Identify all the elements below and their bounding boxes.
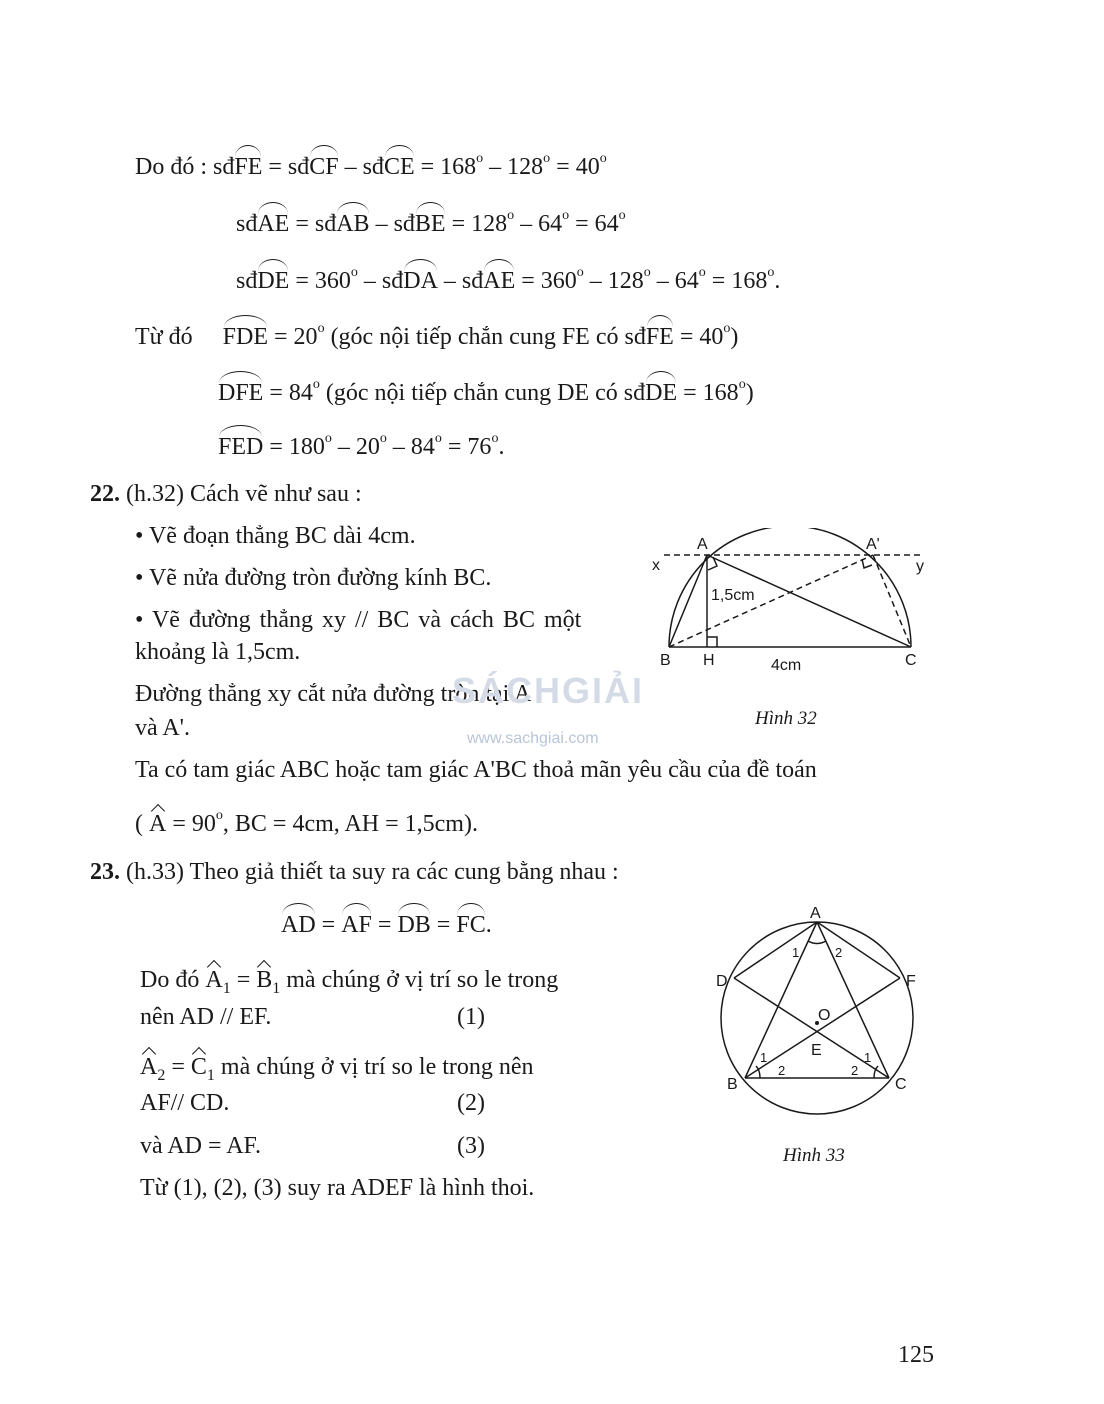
degree: o [738, 377, 746, 392]
degree: o [215, 808, 223, 823]
degree: o [507, 208, 515, 223]
angle-label-a2: 2 [835, 945, 843, 960]
degree: o [767, 265, 775, 280]
conclusion: Từ (1), (2), (3) suy ra ADEF là hình thoi. [140, 1175, 535, 1201]
text: ) [730, 324, 739, 350]
bullet-3: • Vẽ đường thẳng xy // BC và cách BC một [135, 607, 582, 633]
text: = 40 [673, 324, 724, 350]
figure-32 [640, 528, 950, 678]
text: Do đó [140, 967, 206, 993]
label-base: 4cm [771, 657, 802, 674]
reason-line-4: AF// CD. [140, 1090, 230, 1116]
text: – 128 [583, 268, 644, 294]
text: = [315, 912, 342, 938]
arc-label: DE [645, 376, 677, 408]
angle-label-b2: 2 [778, 1063, 786, 1078]
text: = 84 [263, 380, 313, 406]
reason-tag-2: (2) [457, 1090, 485, 1116]
angle-mark-c [874, 1066, 878, 1078]
text: Do đó : sđ [135, 154, 235, 180]
angle-label: FED [218, 430, 263, 462]
text: – 128 [483, 154, 544, 180]
text: = 360 [515, 268, 577, 294]
text: = sđ [289, 211, 337, 237]
label-b: B [660, 652, 671, 669]
text: ( [135, 811, 149, 837]
figure-33 [705, 895, 930, 1125]
angle-label: B [256, 967, 273, 993]
degree: o [723, 321, 731, 336]
label-d: D [716, 973, 728, 990]
text: = [430, 912, 457, 938]
problem-number: 23. [90, 859, 120, 885]
text: (h.32) Cách vẽ như sau : [120, 481, 362, 507]
label-b: B [727, 1076, 738, 1093]
angle-label: A [140, 1054, 158, 1080]
arc-label: AE [257, 207, 289, 239]
text: = [371, 912, 398, 938]
text: . [774, 268, 781, 294]
degree: o [317, 321, 325, 336]
text: ) [745, 380, 754, 406]
arc-label: FE [234, 150, 262, 182]
text: . [498, 434, 505, 460]
problem-number: 22. [90, 481, 120, 507]
label-o: O [818, 1007, 831, 1024]
label-e: E [811, 1042, 822, 1059]
subscript: 1 [222, 979, 231, 997]
eq-line-4 [135, 317, 738, 352]
degree: o [599, 151, 607, 166]
text: = [165, 1054, 191, 1080]
arc-label: FC [456, 908, 485, 940]
degree: o [698, 265, 706, 280]
label-c: C [905, 652, 917, 669]
text: = 64 [569, 211, 619, 237]
bullet-3-cont: khoảng là 1,5cm. [135, 639, 301, 665]
text: – 84 [386, 434, 435, 460]
label-h: H [703, 652, 715, 669]
degree: o [576, 265, 584, 280]
arc-label: FE [646, 320, 674, 352]
arc-equality [281, 908, 492, 940]
angle-label-c1: 1 [864, 1050, 872, 1065]
arc-label: DA [403, 264, 438, 296]
eq-line-5 [218, 373, 754, 408]
arc-label: AE [483, 264, 515, 296]
eq-line-1 [135, 147, 607, 182]
angle-label: DFE [218, 376, 263, 408]
degree: o [643, 265, 651, 280]
reason-line-3 [140, 1052, 534, 1091]
text: = 168 [705, 268, 768, 294]
text: sđ [236, 268, 258, 294]
arc-label: CE [384, 150, 415, 182]
bullet-2: • Vẽ nửa đường tròn đường kính BC. [135, 565, 492, 591]
text: . [485, 912, 492, 938]
degree: o [543, 151, 551, 166]
text: mà chúng ở vị trí so le trong nên [214, 1054, 534, 1080]
degree: o [491, 431, 499, 446]
figure-33-caption: Hình 33 [783, 1145, 845, 1166]
angle-label-c2: 2 [851, 1063, 859, 1078]
text: – sđ [369, 211, 415, 237]
right-angle-a2 [862, 559, 872, 568]
degree: o [618, 208, 626, 223]
watermark-logo: SÁCHGIẢI [452, 670, 645, 711]
label-c: C [895, 1076, 907, 1093]
label-height: 1,5cm [711, 587, 755, 604]
arc-label: CF [309, 150, 338, 182]
degree: o [562, 208, 570, 223]
label-a: A [697, 536, 708, 553]
text: (h.33) Theo giả thiết ta suy ra các cung bằng nhau : [120, 859, 619, 885]
arc-label: DB [397, 908, 430, 940]
reason-line-5: và AD = AF. [140, 1133, 261, 1159]
page-number: 125 [898, 1342, 934, 1368]
arc-label: AF [341, 908, 372, 940]
sentence-3 [135, 804, 478, 839]
figure-32-caption: Hình 32 [755, 708, 817, 729]
bullet-1: • Vẽ đoạn thẳng BC dài 4cm. [135, 523, 416, 549]
arc-label: DE [257, 264, 289, 296]
segment-a2b [669, 555, 873, 647]
text: = sđ [262, 154, 310, 180]
reason-tag-1: (1) [457, 1004, 485, 1030]
label-f: F [906, 973, 916, 990]
angle-label: C [190, 1054, 207, 1080]
circle [721, 922, 913, 1114]
degree: o [324, 431, 332, 446]
sentence-1-cont: và A'. [135, 715, 190, 741]
eq-line-2 [236, 204, 626, 239]
eq-line-6 [218, 427, 504, 462]
label-a: A [810, 905, 821, 922]
text: (góc nội tiếp chắn cung FE có sđ [324, 324, 646, 350]
reason-tag-3: (3) [457, 1133, 485, 1159]
text: – sđ [338, 154, 384, 180]
text: = 90 [166, 811, 216, 837]
sentence-2: Ta có tam giác ABC hoặc tam giác A'BC thoả mãn yêu cầu của đề toán [135, 757, 817, 783]
text: – 64 [650, 268, 699, 294]
arc-label: AB [336, 207, 369, 239]
sentence-1: Đường thẳng xy cắt nửa đường tròn tại A [135, 681, 532, 707]
text: = 168 [677, 380, 739, 406]
text: mà chúng ở vị trí so le trong [280, 967, 559, 993]
text: Từ đó [135, 324, 193, 350]
subscript: 2 [157, 1066, 166, 1084]
watermark-url: www.sachgiai.com [467, 730, 599, 747]
subscript: 1 [206, 1066, 215, 1084]
angle-label: A [149, 811, 167, 837]
label-y: y [916, 558, 924, 575]
degree: o [312, 377, 320, 392]
reason-line-2: nên AD // EF. [140, 1004, 272, 1030]
text: = 76 [441, 434, 492, 460]
angle-mark-b [756, 1066, 760, 1078]
degree: o [434, 431, 442, 446]
label-a-prime: A' [866, 536, 880, 553]
angle-label: FDE [223, 320, 268, 352]
label-x: x [652, 557, 660, 574]
problem-23-heading [90, 857, 619, 887]
angle-mark-a [808, 941, 826, 944]
right-angle-h [707, 637, 717, 647]
text: – 64 [514, 211, 563, 237]
degree: o [379, 431, 387, 446]
degree: o [350, 265, 358, 280]
text: = 360 [289, 268, 351, 294]
reason-line-1 [140, 965, 558, 1004]
arc-label: AD [281, 908, 316, 940]
angle-label-a1: 1 [792, 945, 800, 960]
text: = 40 [550, 154, 600, 180]
subscript: 1 [272, 979, 281, 997]
text: , BC = 4cm, AH = 1,5cm). [222, 811, 478, 837]
text: – sđ [437, 268, 484, 294]
angle-label: A [205, 967, 223, 993]
eq-line-3 [236, 261, 780, 296]
text: – sđ [357, 268, 404, 294]
text: = [230, 967, 257, 993]
arc-label: BE [415, 207, 446, 239]
text: = 180 [263, 434, 325, 460]
text: = 168 [414, 154, 477, 180]
text: (góc nội tiếp chắn cung DE có sđ [319, 380, 646, 406]
text: = 128 [445, 211, 508, 237]
angle-label-b1: 1 [760, 1050, 768, 1065]
degree: o [476, 151, 484, 166]
text: = 20 [268, 324, 318, 350]
text: sđ [236, 211, 258, 237]
problem-22-heading [90, 479, 362, 509]
text: – 20 [331, 434, 380, 460]
